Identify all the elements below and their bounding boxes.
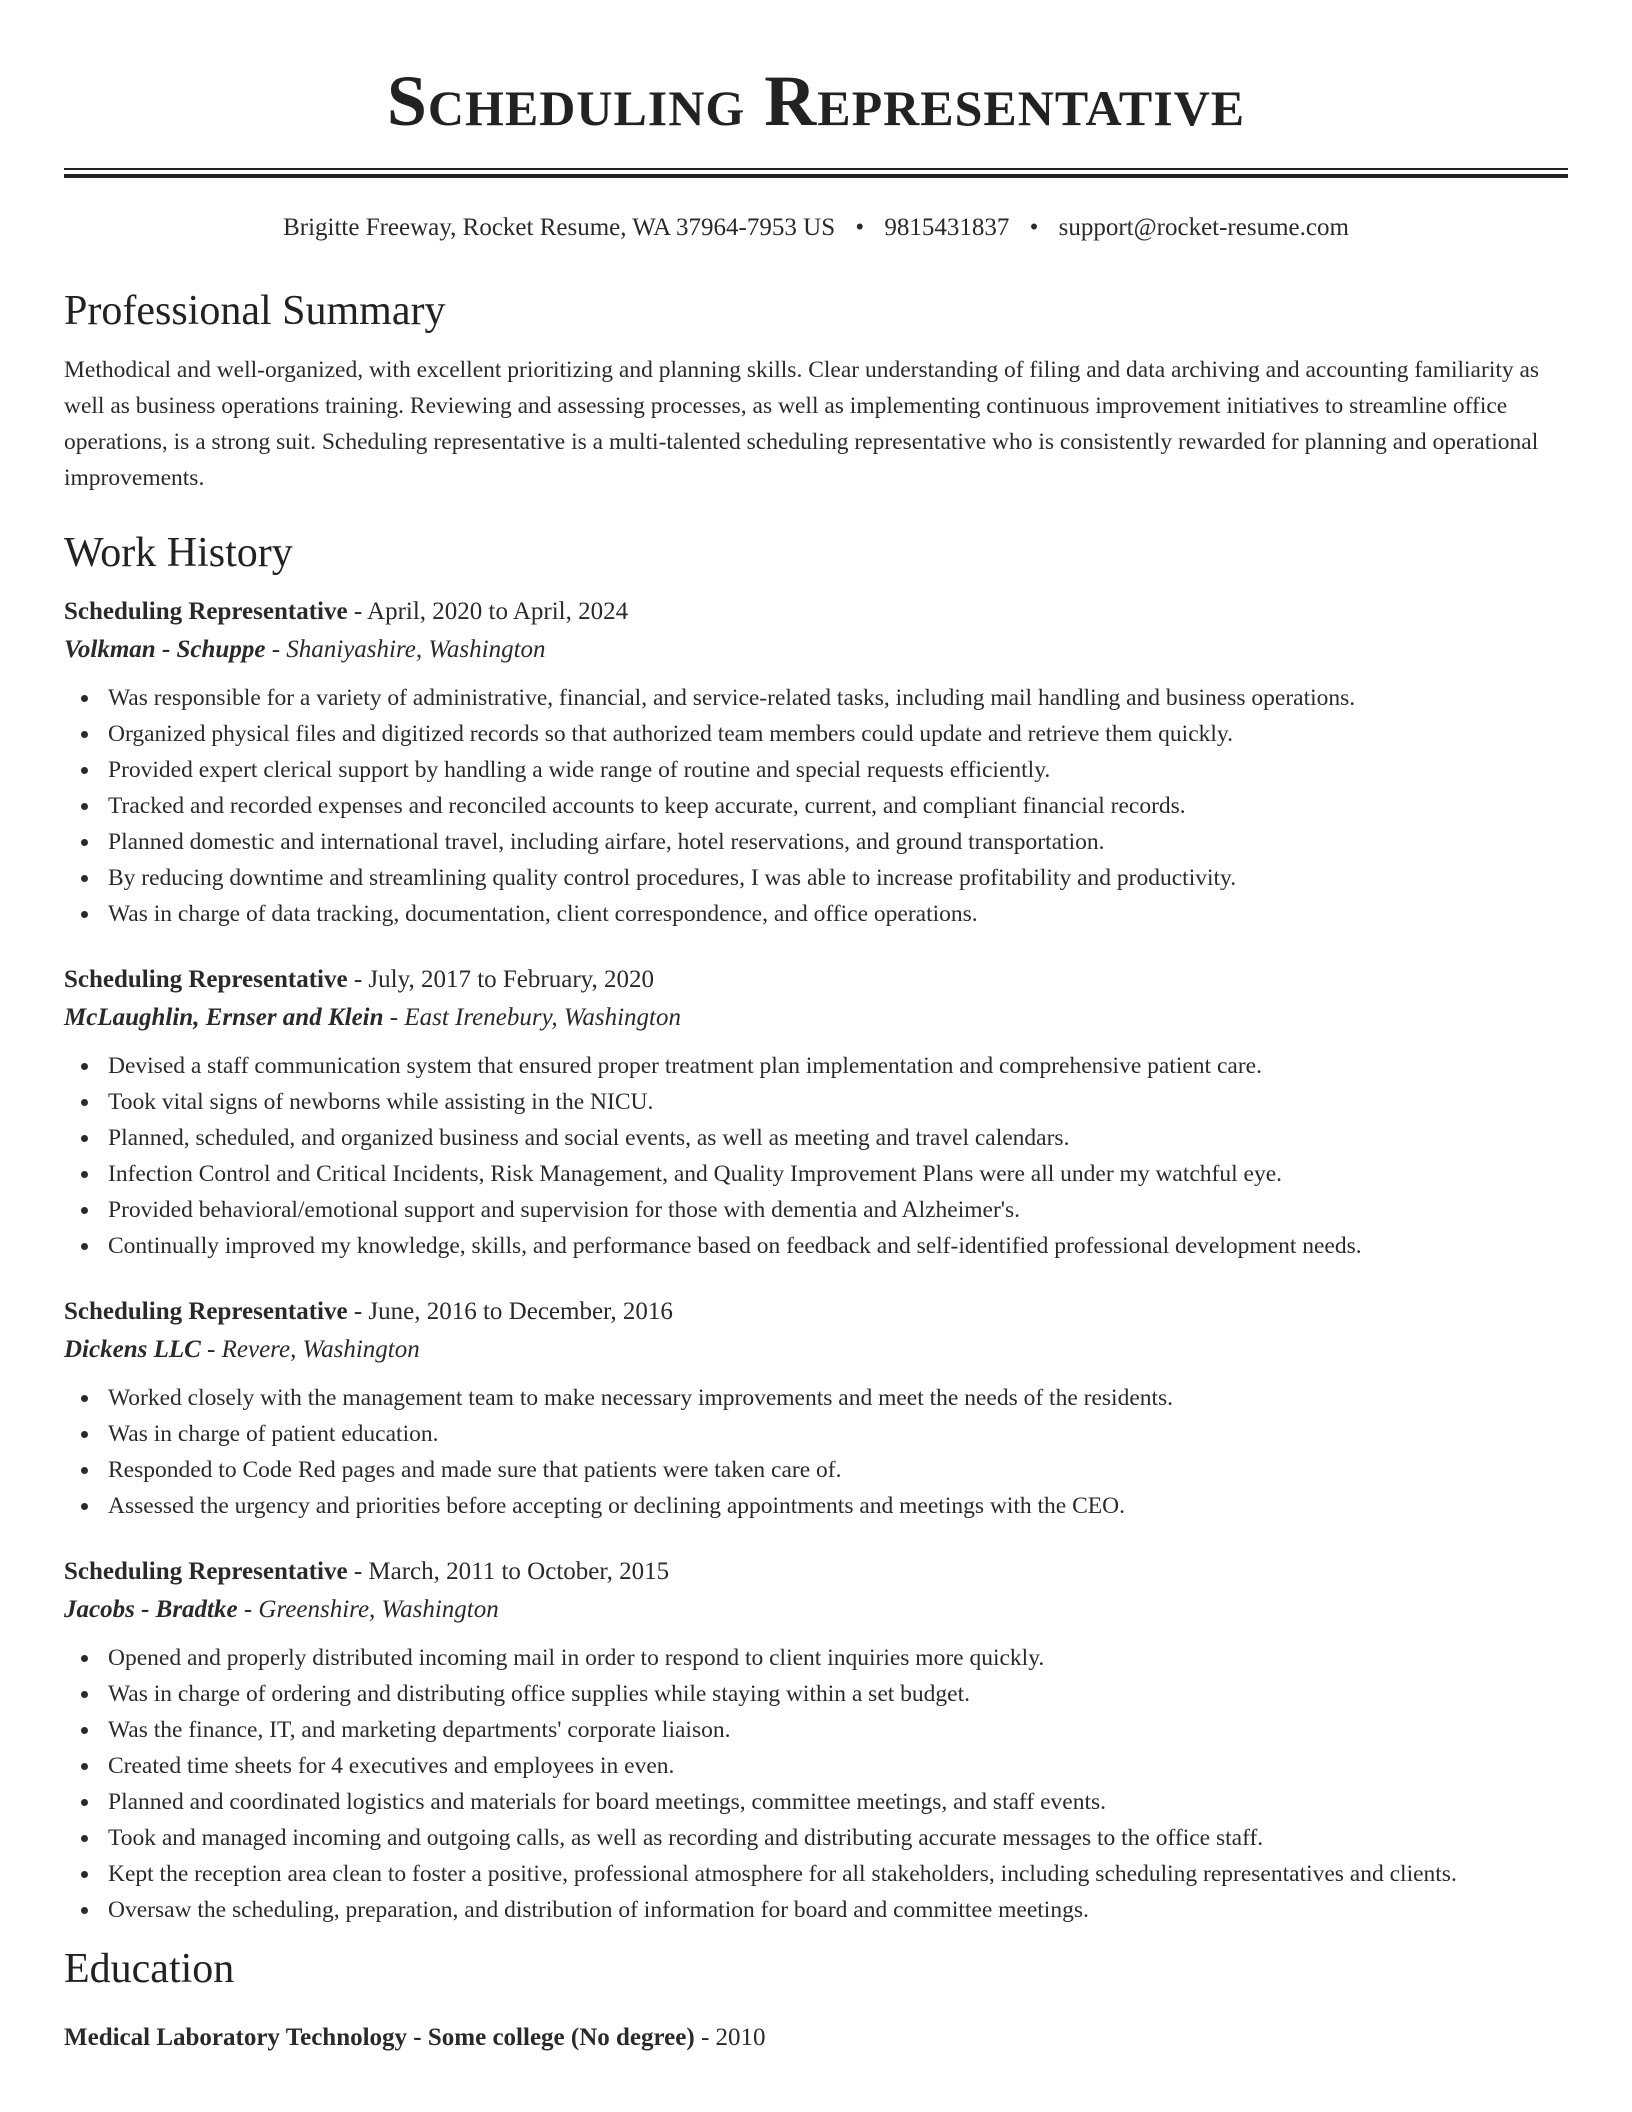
bullet-icon — [81, 1799, 88, 1806]
bullet-icon — [81, 1135, 88, 1142]
job-title-line — [64, 962, 1568, 998]
bullet-text: By reducing downtime and streamlining quality control procedures, I was able to increase profitability and productivity. — [108, 865, 1237, 891]
list-item — [64, 788, 1568, 824]
job-title-line — [64, 1294, 1568, 1330]
company-line — [64, 1590, 1568, 1630]
contact-separator: • — [855, 214, 865, 241]
list-item — [64, 1856, 1568, 1892]
list-item — [64, 1784, 1568, 1820]
bullet-icon — [81, 1099, 88, 1106]
list-item — [64, 896, 1568, 932]
company-line — [64, 998, 1568, 1038]
bullet-icon — [81, 1763, 88, 1770]
list-item — [64, 1156, 1568, 1192]
company-name: Dickens LLC — [64, 1336, 201, 1363]
company-location: - Greenshire, Washington — [237, 1596, 499, 1623]
job-title: Scheduling Representative — [64, 1298, 348, 1325]
contact-address: Brigitte Freeway, Rocket Resume, WA 37964-7953 US — [283, 214, 836, 241]
bullet-text: Was the finance, IT, and marketing departments' corporate liaison. — [108, 1717, 731, 1743]
bullet-icon — [81, 803, 88, 810]
company-name: Jacobs - Bradtke — [64, 1596, 238, 1623]
list-item — [64, 824, 1568, 860]
bullet-icon — [81, 839, 88, 846]
bullet-text: Continually improved my knowledge, skills, and performance based on feedback and self-identified professional development needs. — [108, 1233, 1362, 1259]
bullet-text: Worked closely with the management team to make necessary improvements and meet the needs of the residents. — [108, 1385, 1174, 1411]
job-title: Scheduling Representative — [64, 966, 348, 993]
contact-phone: 9815431837 — [884, 214, 1010, 241]
education-year: - 2010 — [694, 2024, 766, 2051]
bullet-icon — [81, 1063, 88, 1070]
bullet-text: Planned and coordinated logistics and materials for board meetings, committee meetings, and staff events. — [108, 1789, 1107, 1815]
bullet-text: Was in charge of patient education. — [108, 1421, 439, 1447]
bullet-text: Assessed the urgency and priorities before accepting or declining appointments and meetings with the CEO. — [108, 1493, 1125, 1519]
bullet-icon — [81, 1431, 88, 1438]
education-heading: Education — [64, 1946, 235, 1992]
list-item — [64, 1820, 1568, 1856]
list-item — [64, 716, 1568, 752]
bullet-text: Was in charge of data tracking, documentation, client correspondence, and office operations. — [108, 901, 978, 927]
company-location: - Shaniyashire, Washington — [265, 636, 546, 663]
contact-email: support@rocket-resume.com — [1058, 214, 1349, 241]
list-item — [64, 1748, 1568, 1784]
bullet-text: Opened and properly distributed incoming mail in order to respond to client inquiries more quickly. — [108, 1645, 1045, 1671]
bullet-text: Created time sheets for 4 executives and employees in even. — [108, 1753, 675, 1779]
bullet-icon — [81, 1691, 88, 1698]
job-entry — [64, 1294, 1568, 1524]
list-item — [64, 1640, 1568, 1676]
work-history-heading: Work History — [64, 530, 293, 576]
bullet-icon — [81, 1395, 88, 1402]
job-title: Scheduling Representative — [64, 598, 348, 625]
job-dates: - April, 2020 to April, 2024 — [347, 598, 629, 625]
title-divider — [64, 168, 1568, 178]
list-item — [64, 1488, 1568, 1524]
bullet-icon — [81, 911, 88, 918]
company-name: McLaughlin, Ernser and Klein — [64, 1004, 384, 1031]
bullet-icon — [81, 1171, 88, 1178]
list-item — [64, 1084, 1568, 1120]
list-item — [64, 1416, 1568, 1452]
bullet-text: Took vital signs of newborns while assisting in the NICU. — [108, 1089, 654, 1115]
list-item — [64, 1120, 1568, 1156]
bullet-icon — [81, 1655, 88, 1662]
bullet-text: Provided behavioral/emotional support and supervision for those with dementia and Alzheimer's. — [108, 1197, 1021, 1223]
bullet-icon — [81, 767, 88, 774]
education-degree: Medical Laboratory Technology - Some college (No degree) — [64, 2024, 695, 2051]
bullet-icon — [81, 731, 88, 738]
bullet-text: Took and managed incoming and outgoing calls, as well as recording and distributing accurate messages to the office staff. — [108, 1825, 1264, 1851]
bullet-icon — [81, 1243, 88, 1250]
bullet-text: Planned domestic and international travel, including airfare, hotel reservations, and ground transportation. — [108, 829, 1105, 855]
summary-text: Methodical and well-organized, with excellent prioritizing and planning skills. Clear understanding of filing and data archiving and accounting familiarity as well as business operations training. Reviewing and assessing processes, as well as implementing continuous improvement initiatives to streamline office operations, is a strong suit. Scheduling representative is a multi-talented scheduling representative who is consistently rewarded for planning and operational improvements. — [64, 357, 1540, 491]
education-entry — [64, 2020, 1568, 2056]
bullet-text: Was responsible for a variety of administrative, financial, and service-related tasks, including mail handling and business operations. — [108, 685, 1356, 711]
job-title-line — [64, 1554, 1568, 1590]
job-dates: - March, 2011 to October, 2015 — [347, 1558, 670, 1585]
list-item — [64, 1228, 1568, 1264]
bullet-text: Provided expert clerical support by handling a wide range of routine and special requests efficiently. — [108, 757, 1051, 783]
bullet-icon — [81, 1727, 88, 1734]
job-entry — [64, 1554, 1568, 1928]
summary-heading: Professional Summary — [64, 288, 446, 334]
list-item — [64, 1048, 1568, 1084]
company-location: - East Irenebury, Washington — [383, 1004, 681, 1031]
bullet-text: Kept the reception area clean to foster a positive, professional atmosphere for all stakeholders, including scheduling representatives and clients. — [108, 1861, 1457, 1887]
bullet-icon — [81, 695, 88, 702]
list-item — [64, 1676, 1568, 1712]
company-location: - Revere, Washington — [200, 1336, 420, 1363]
bullet-icon — [81, 875, 88, 882]
job-bullets — [64, 1640, 1568, 1928]
bullet-text: Was in charge of ordering and distributing office supplies while staying within a set budget. — [108, 1681, 970, 1707]
list-item — [64, 1712, 1568, 1748]
job-bullets — [64, 680, 1568, 932]
list-item — [64, 680, 1568, 716]
job-bullets — [64, 1048, 1568, 1264]
job-title: Scheduling Representative — [64, 1558, 348, 1585]
list-item — [64, 1892, 1568, 1928]
job-dates: - June, 2016 to December, 2016 — [347, 1298, 673, 1325]
bullet-icon — [81, 1871, 88, 1878]
bullet-icon — [81, 1467, 88, 1474]
bullet-icon — [81, 1503, 88, 1510]
company-line — [64, 1330, 1568, 1370]
list-item — [64, 860, 1568, 896]
contact-line — [64, 212, 1568, 244]
bullet-text: Infection Control and Critical Incidents, Risk Management, and Quality Improvement Plans were all under my watchful eye. — [108, 1161, 1283, 1187]
bullet-icon — [81, 1207, 88, 1214]
list-item — [64, 1192, 1568, 1228]
job-entry — [64, 594, 1568, 932]
list-item — [64, 752, 1568, 788]
job-dates: - July, 2017 to February, 2020 — [347, 966, 655, 993]
company-line — [64, 630, 1568, 670]
job-bullets — [64, 1380, 1568, 1524]
bullet-text: Oversaw the scheduling, preparation, and distribution of information for board and committee meetings. — [108, 1897, 1089, 1923]
list-item — [64, 1452, 1568, 1488]
job-entry — [64, 962, 1568, 1264]
bullet-text: Tracked and recorded expenses and reconciled accounts to keep accurate, current, and compliant financial records. — [108, 793, 1186, 819]
bullet-icon — [81, 1907, 88, 1914]
resume-title: Scheduling Representative — [386, 61, 1246, 141]
bullet-text: Planned, scheduled, and organized business and social events, as well as meeting and travel calendars. — [108, 1125, 1070, 1151]
bullet-text: Responded to Code Red pages and made sure that patients were taken care of. — [108, 1457, 842, 1483]
resume-page — [64, 0, 1568, 2056]
contact-separator: • — [1029, 214, 1039, 241]
list-item — [64, 1380, 1568, 1416]
bullet-icon — [81, 1835, 88, 1842]
company-name: Volkman - Schuppe — [64, 636, 266, 663]
job-title-line — [64, 594, 1568, 630]
bullet-text: Devised a staff communication system that ensured proper treatment plan implementation and comprehensive patient care. — [108, 1053, 1262, 1079]
bullet-text: Organized physical files and digitized records so that authorized team members could update and retrieve them quickly. — [108, 721, 1234, 747]
